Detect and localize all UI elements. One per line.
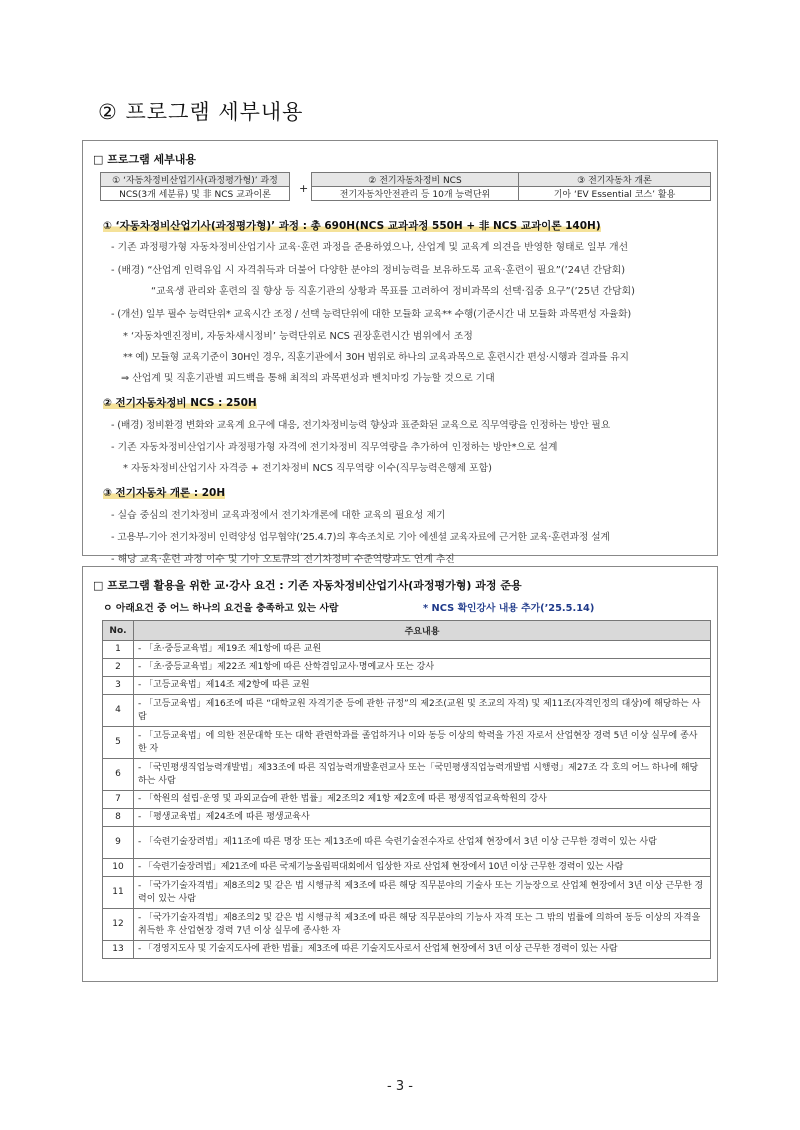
section-3-line-1: - 실습 중심의 전기차정비 교육과정에서 전기차개론에 대한 교육의 필요성 제기	[111, 510, 446, 521]
row-no: 13	[103, 941, 134, 959]
table-row	[103, 827, 711, 859]
component-table	[100, 172, 290, 201]
section-1-line-2: - (배경) “산업계 인력유입 시 자격취득과 더불어 다양한 분야의 정비능력을 보유하도록 교육·훈련이 필요”(’24년 간담회)	[111, 265, 626, 276]
row-no: 4	[103, 695, 134, 727]
page-title: ② 프로그램 세부내용	[98, 100, 304, 124]
component-1-body: NCS(3개 세분류) 및 非 NCS 교과이론	[101, 187, 290, 201]
row-no: 12	[103, 909, 134, 941]
row-text: - 「국가기술자격법」제8조의2 및 같은 법 시행규칙 제3조에 따른 해당 직무분야의 기술사 또는 기능장으로 산업체 현장에서 3년 이상 근무한 경력이 있는 사람	[134, 877, 711, 909]
component-table-2	[311, 172, 711, 201]
row-text: - 「초·중등교육법」제19조 제1항에 따른 교원	[134, 641, 711, 659]
section-2-line-2: - 기존 자동차정비산업기사 과정평가형 자격에 전기차정비 직무역량을 추가하여 인정하는 방안*으로 설계	[111, 442, 558, 453]
row-text: - 「숙련기술장려법」제21조에 따른 국제기능올림픽대회에서 입상한 자로 산업체 현장에서 10년 이상 근무한 경력이 있는 사람	[134, 859, 711, 877]
header-no: No.	[103, 621, 134, 641]
component-1-head: ① ‘자동차정비산업기사(과정평가형)’ 과정	[101, 173, 290, 187]
plus-sign: +	[299, 182, 309, 195]
program-detail-box	[82, 140, 718, 565]
section-1-line-1: - 기존 과정평가형 자동차정비산업기사 교육·훈련 과정을 준용하였으나, 산업계 및 교육계 의견을 반영한 형태로 일부 개선	[111, 242, 629, 253]
table-row	[103, 695, 711, 727]
row-text: - 「고등교육법」에 의한 전문대학 또는 대학 관련학과를 졸업하거나 이와 동등 이상의 학력을 가진 자로서 산업현장 경력 5년 이상 실무에 종사한 자	[134, 727, 711, 759]
table-row	[103, 877, 711, 909]
row-text: - 「평생교육법」제24조에 따른 평생교육사	[134, 809, 711, 827]
table-row	[103, 677, 711, 695]
row-text: - 「고등교육법」제14조 제2항에 따른 교원	[134, 677, 711, 695]
section-2-heading: ② 전기자동차정비 NCS : 250H	[103, 397, 257, 409]
section-1-line-7: ⇒ 산업계 및 직훈기관별 피드백을 통해 최적의 과목편성과 벤치마킹 가능할 것으로 기대	[121, 373, 495, 384]
table-row	[103, 941, 711, 959]
requirements-box	[82, 566, 718, 982]
row-no: 10	[103, 859, 134, 877]
requirements-note: * NCS 확인강사 내용 추가(’25.5.14)	[423, 603, 595, 614]
requirements-table	[102, 620, 711, 959]
component-2-body: 전기자동차안전관리 등 10개 능력단위	[312, 187, 519, 201]
row-no: 11	[103, 877, 134, 909]
component-3-body: 기아 ‘EV Essential 코스’ 활용	[519, 187, 711, 201]
component-2-head: ② 전기자동차정비 NCS	[312, 173, 519, 187]
row-text: - 「학원의 설립·운영 및 과외교습에 관한 법률」제2조의2 제1항 제2호에 따른 평생직업교육학원의 강사	[134, 791, 711, 809]
table-row	[103, 727, 711, 759]
row-no: 2	[103, 659, 134, 677]
section-3-line-2: - 고용부-기아 전기차정비 인력양성 업무협약(’25.4.7)의 후속조치로 기아 에센셜 교육자료에 근거한 교육·훈련과정 설계	[111, 532, 610, 543]
row-no: 1	[103, 641, 134, 659]
component-3-head: ③ 전기자동차 개론	[519, 173, 711, 187]
row-no: 6	[103, 759, 134, 791]
section-3-line-3: - 해당 교육·훈련 과정 이수 및 기아 오토큐의 전기차정비 수준역량과도 연계 추진	[111, 554, 455, 565]
requirements-title: □ 프로그램 활용을 위한 교·강사 요건 : 기존 자동차정비산업기사(과정평가형) 과정 준용	[93, 579, 522, 592]
section-1-line-4: - (개선) 일부 필수 능력단위* 교육시간 조정 / 선택 능력단위에 대한 모듈화 교육** 수행(기준시간 내 모듈화 과목편성 자율화)	[111, 309, 631, 320]
row-text: - 「국민평생직업능력개발법」제33조에 따른 직업능력개발훈련교사 또는「국민평생직업능력개발법 시행령」제27조 각 호의 어느 하나에 해당하는 사람	[134, 759, 711, 791]
row-no: 5	[103, 727, 134, 759]
row-text: - 「초·중등교육법」제22조 제1항에 따른 산학겸임교사·명예교사 또는 강사	[134, 659, 711, 677]
row-text: - 「고등교육법」제16조에 따른 “대학교원 자격기준 등에 관한 규정”의 제2조(교원 및 조교의 자격) 및 제11조(자격인정의 대상)에 해당하는 사람	[134, 695, 711, 727]
section-2-line-1: - (배경) 정비환경 변화와 교육계 요구에 대응, 전기차정비능력 향상과 표준화된 교육으로 직무역량을 인정하는 방안 필요	[111, 420, 610, 431]
page-number: - 3 -	[387, 1079, 413, 1094]
row-no: 3	[103, 677, 134, 695]
table-row	[103, 859, 711, 877]
section-1-line-6: ** 예) 모듈형 교육기준이 30H인 경우, 직훈기관에서 30H 범위로 하나의 교육과목으로 훈련시간 편성·시행과 결과를 유지	[123, 352, 629, 363]
section-1-line-5: * ‘자동차엔진정비, 자동차새시정비’ 능력단위로 NCS 권장훈련시간 범위에서 조정	[123, 331, 473, 342]
table-row	[103, 809, 711, 827]
section-1-heading: ① ‘자동차정비산업기사(과정평가형)’ 과정 : 총 690H(NCS 교과과정 550H + 非 NCS 교과이론 140H)	[103, 220, 601, 232]
requirements-subtitle: ㅇ 아래요건 중 어느 하나의 요건을 충족하고 있는 사람	[103, 603, 339, 614]
table-row	[103, 791, 711, 809]
row-no: 9	[103, 827, 134, 859]
row-no: 8	[103, 809, 134, 827]
table-row	[103, 909, 711, 941]
section-1-line-3: “교육생 관리와 훈련의 질 향상 등 직훈기관의 상황과 목표를 고려하여 정비과목의 선택·집중 요구”(’25년 간담회)	[151, 286, 635, 297]
header-content: 주요내용	[134, 621, 711, 641]
row-text: - 「숙련기술장려법」제11조에 따른 명장 또는 제13조에 따른 숙련기술전수자로 산업체 현장에서 3년 이상 근무한 경력이 있는 사람	[134, 827, 711, 859]
section-2-line-3: * 자동차정비산업기사 자격증 + 전기차정비 NCS 직무역량 이수(직무능력은행제 포함)	[123, 463, 492, 474]
table-row	[103, 659, 711, 677]
row-text: - 「국가기술자격법」제8조의2 및 같은 법 시행규칙 제3조에 따른 해당 직무분야의 기능사 자격 또는 그 밖의 법률에 의하여 동등 이상의 자격을 취득한 후 산업현장 경력 7년 이상 실무에 종사한 자	[134, 909, 711, 941]
row-text: - 「경영지도사 및 기술지도사에 관한 법률」제3조에 따른 기술지도사로서 산업체 현장에서 3년 이상 근무한 경력이 있는 사람	[134, 941, 711, 959]
detail-box-title: □ 프로그램 세부내용	[93, 153, 197, 166]
table-row	[103, 759, 711, 791]
table-row	[103, 641, 711, 659]
row-no: 7	[103, 791, 134, 809]
section-3-heading: ③ 전기자동차 개론 : 20H	[103, 487, 226, 499]
